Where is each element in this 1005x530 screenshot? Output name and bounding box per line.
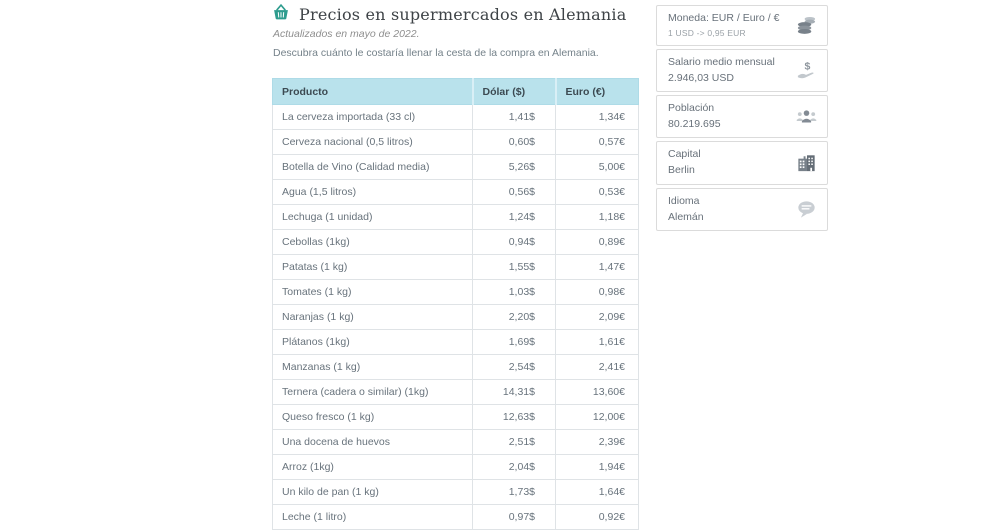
salary-card (656, 49, 828, 92)
price-usd: 0,97$ (473, 505, 556, 530)
price-eur: 12,00€ (556, 405, 639, 430)
price-usd: 14,31$ (473, 380, 556, 405)
price-eur: 1,61€ (556, 330, 639, 355)
price-usd: 2,04$ (473, 455, 556, 480)
price-usd: 1,41$ (473, 105, 556, 130)
population-card (656, 95, 828, 138)
price-usd: 0,56$ (473, 180, 556, 205)
table-row (273, 355, 639, 380)
population-card-text (668, 102, 721, 131)
language-title: Idioma (668, 195, 704, 208)
currency-card-text (668, 12, 779, 39)
product-name: Queso fresco (1 kg) (273, 405, 473, 430)
population-icon (794, 105, 818, 129)
price-usd: 1,24$ (473, 205, 556, 230)
coins-icon (794, 13, 818, 37)
product-name: Leche (1 litro) (273, 505, 473, 530)
col-header-euro: Euro (€) (556, 79, 639, 105)
price-eur: 0,98€ (556, 280, 639, 305)
product-name: Plátanos (1kg) (273, 330, 473, 355)
table-row (273, 505, 639, 530)
product-name: Patatas (1 kg) (273, 255, 473, 280)
price-usd: 2,54$ (473, 355, 556, 380)
salary-title: Salario medio mensual (668, 56, 775, 69)
table-row (273, 155, 639, 180)
capital-value: Berlin (668, 164, 701, 177)
price-eur: 0,89€ (556, 230, 639, 255)
price-table (272, 78, 639, 530)
table-row (273, 330, 639, 355)
svg-text:$: $ (804, 60, 810, 72)
price-usd: 1,73$ (473, 480, 556, 505)
table-row (273, 380, 639, 405)
table-header-row (273, 79, 639, 105)
price-table-body (273, 105, 639, 530)
price-eur: 0,92€ (556, 505, 639, 530)
price-usd: 0,94$ (473, 230, 556, 255)
product-name: Un kilo de pan (1 kg) (273, 480, 473, 505)
price-eur: 2,41€ (556, 355, 639, 380)
price-usd: 1,69$ (473, 330, 556, 355)
capital-card (656, 141, 828, 184)
product-name: La cerveza importada (33 cl) (273, 105, 473, 130)
table-row (273, 430, 639, 455)
capital-icon (794, 151, 818, 175)
table-row (273, 455, 639, 480)
product-name: Lechuga (1 unidad) (273, 205, 473, 230)
table-row (273, 230, 639, 255)
table-row (273, 105, 639, 130)
currency-title: Moneda: EUR / Euro / € (668, 12, 779, 25)
price-eur: 1,34€ (556, 105, 639, 130)
language-value: Alemán (668, 211, 704, 224)
col-header-dolar: Dólar ($) (473, 79, 556, 105)
price-usd: 2,51$ (473, 430, 556, 455)
page-header (272, 4, 626, 25)
capital-card-text (668, 148, 701, 177)
product-name: Arroz (1kg) (273, 455, 473, 480)
price-eur: 1,47€ (556, 255, 639, 280)
price-eur: 2,09€ (556, 305, 639, 330)
price-eur: 1,94€ (556, 455, 639, 480)
price-usd: 1,03$ (473, 280, 556, 305)
price-usd: 5,26$ (473, 155, 556, 180)
updated-note: Actualizados en mayo de 2022. (273, 28, 420, 40)
price-eur: 1,64€ (556, 480, 639, 505)
price-usd: 12,63$ (473, 405, 556, 430)
product-name: Botella de Vino (Calidad media) (273, 155, 473, 180)
price-eur: 1,18€ (556, 205, 639, 230)
population-title: Población (668, 102, 721, 115)
col-header-producto: Producto (273, 79, 473, 105)
capital-title: Capital (668, 148, 701, 161)
table-row (273, 480, 639, 505)
language-card (656, 188, 828, 231)
product-name: Agua (1,5 litros) (273, 180, 473, 205)
price-usd: 1,55$ (473, 255, 556, 280)
language-card-text (668, 195, 704, 224)
basket-icon (272, 4, 290, 25)
intro-text: Descubra cuánto le costaría llenar la cesta de la compra en Alemania. (273, 47, 599, 59)
product-name: Manzanas (1 kg) (273, 355, 473, 380)
currency-rate: 1 USD -> 0,95 EUR (668, 28, 779, 39)
table-row (273, 280, 639, 305)
price-usd: 0,60$ (473, 130, 556, 155)
product-name: Ternera (cadera o similar) (1kg) (273, 380, 473, 405)
table-row (273, 130, 639, 155)
country-info-sidebar (656, 5, 828, 234)
table-row (273, 205, 639, 230)
language-icon (794, 197, 818, 221)
product-name: Cerveza nacional (0,5 litros) (273, 130, 473, 155)
salary-icon (794, 58, 818, 82)
salary-value: 2.946,03 USD (668, 72, 775, 85)
table-row (273, 180, 639, 205)
product-name: Cebollas (1kg) (273, 230, 473, 255)
currency-card (656, 5, 828, 46)
price-usd: 2,20$ (473, 305, 556, 330)
page-title: Precios en supermercados en Alemania (299, 5, 626, 24)
price-eur: 2,39€ (556, 430, 639, 455)
product-name: Tomates (1 kg) (273, 280, 473, 305)
salary-card-text (668, 56, 775, 85)
main-content (272, 0, 638, 516)
price-eur: 13,60€ (556, 380, 639, 405)
product-name: Una docena de huevos (273, 430, 473, 455)
table-row (273, 255, 639, 280)
table-row (273, 405, 639, 430)
population-value: 80.219.695 (668, 118, 721, 131)
price-eur: 5,00€ (556, 155, 639, 180)
product-name: Naranjas (1 kg) (273, 305, 473, 330)
table-row (273, 305, 639, 330)
price-eur: 0,53€ (556, 180, 639, 205)
price-eur: 0,57€ (556, 130, 639, 155)
